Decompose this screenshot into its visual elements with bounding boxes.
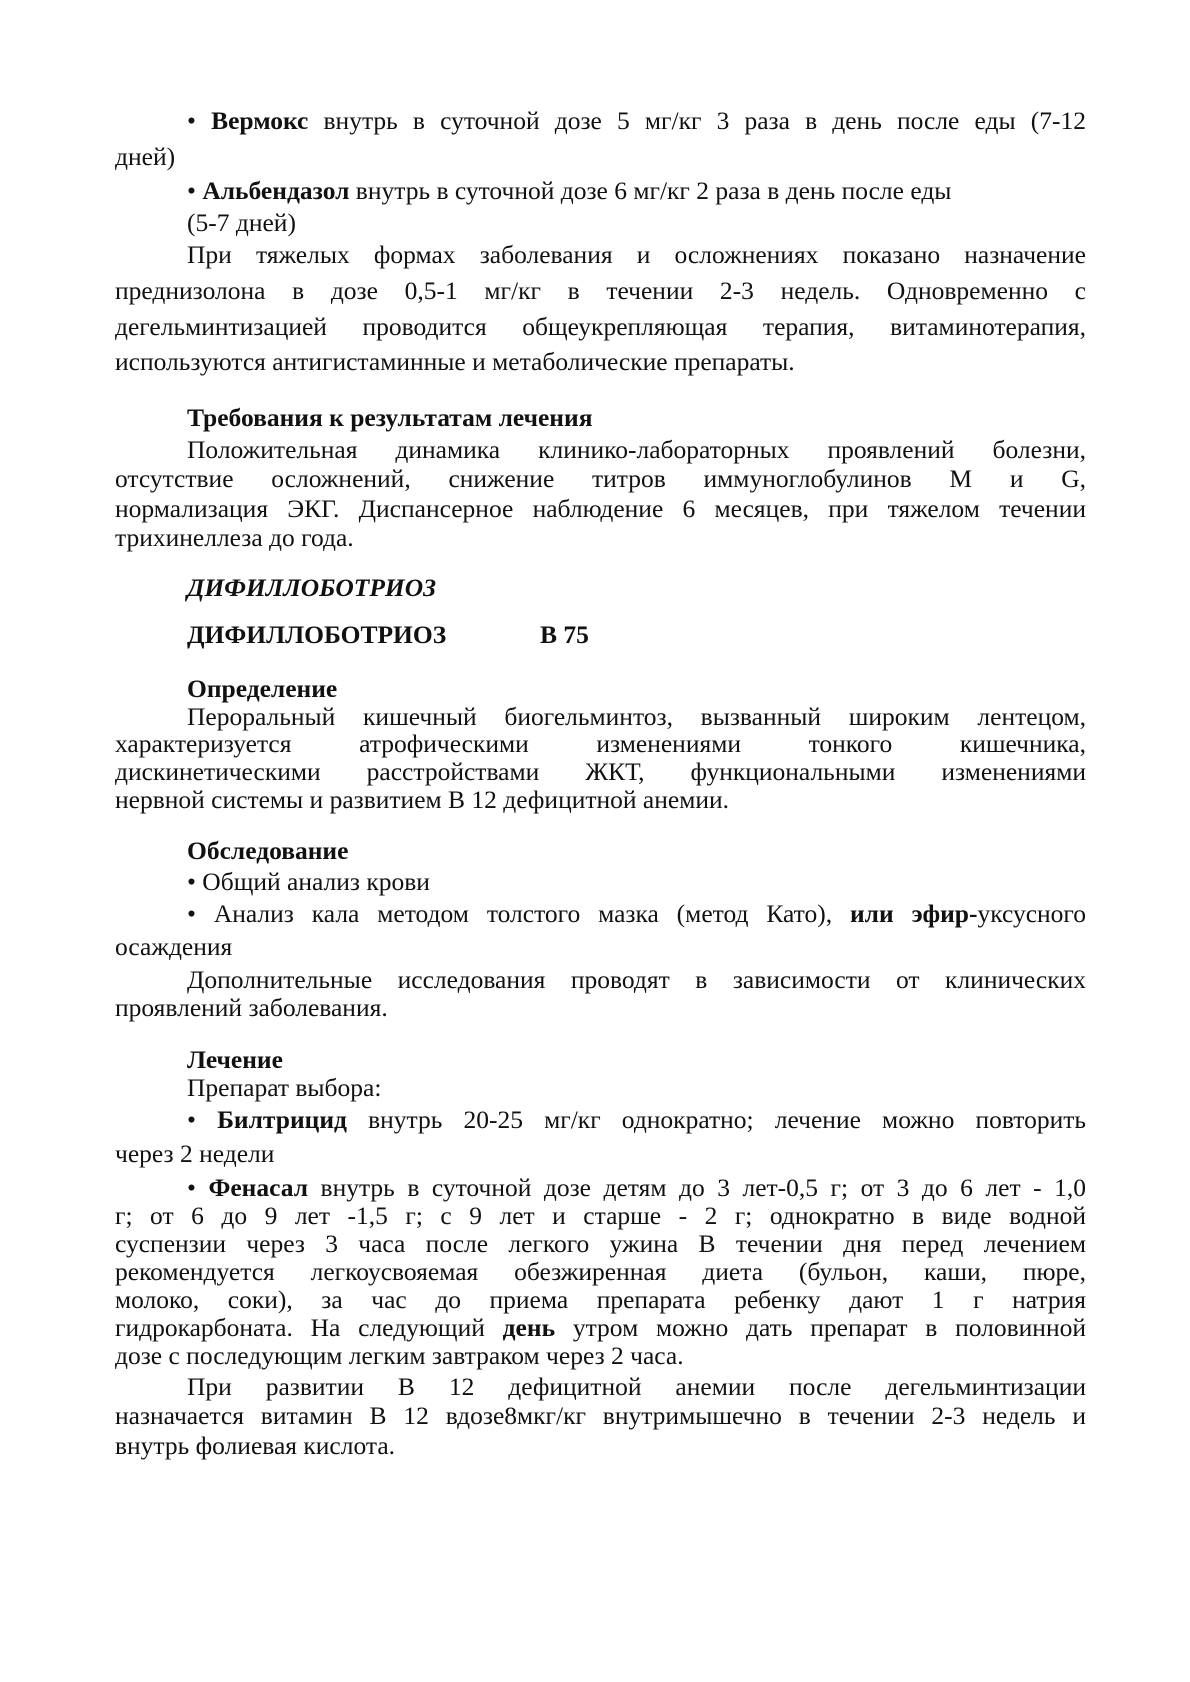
section-heading: Требования к результатам лечения	[187, 403, 593, 432]
list-item-cont: осаждения	[115, 932, 233, 961]
paragraph-line: При тяжелых формах заболевания и осложнениях показано назначение	[187, 240, 1086, 269]
paragraph-line: молоко, соки), за час до приема препарата ребенку дают 1 г натрия	[115, 1285, 1086, 1314]
drug-name: Билтрицид	[217, 1105, 347, 1134]
paragraph-line: характеризуется атрофическими изменениями тонкого кишечника,	[115, 729, 1086, 758]
dosage-text: внутрь в суточной дозе детям до 3 лет-0,5 г; от 3 до 6 лет - 1,0	[308, 1173, 1087, 1202]
paragraph-line: Препарат выбора:	[187, 1073, 382, 1102]
paragraph-line: г; от 6 до 9 лет -1,5 г; с 9 лет и старше - 2 г; однократно в виде водной	[115, 1201, 1086, 1230]
dosage-text: внутрь в суточной дозе 5 мг/кг 3 раза в день после еды (7-12	[308, 106, 1086, 135]
section-title: ДИФИЛЛОБОТРИОЗ	[187, 620, 447, 649]
paragraph-line: рекомендуется легкоусвояемая обезжиренная диета (бульон, каши, пюре,	[115, 1257, 1086, 1286]
paragraph-line: суспензии через 3 часа после легкого ужина В течении дня перед лечением	[115, 1229, 1086, 1258]
drug-name: Вермокс	[211, 106, 309, 135]
paragraph-line: трихинеллеза до года.	[115, 523, 354, 552]
vermox-line	[187, 106, 1086, 136]
dosage-text: внутрь 20-25 мг/кг однократно; лечение можно повторить	[346, 1105, 1086, 1134]
list-item: • Общий анализ крови	[187, 867, 430, 896]
paragraph-line: отсутствие осложнений, снижение титров иммуноглобулинов М и G,	[115, 464, 1086, 493]
paragraph-line: При развитии В 12 дефицитной анемии после дегельминтизации	[187, 1372, 1086, 1401]
paragraph-line: преднизолона в дозе 0,5-1 мг/кг в течении 2-3 недель. Одновременно с	[115, 276, 1086, 305]
line-text: утром можно дать препарат в половинной	[555, 1313, 1086, 1342]
bullet: •	[187, 1105, 218, 1134]
paragraph-line	[115, 1313, 1086, 1343]
bullet: •	[187, 1173, 209, 1202]
paragraph-line: Дополнительные исследования проводят в зависимости от клинических	[187, 965, 1086, 994]
paragraph-line: Пероральный кишечный биогельминтоз, вызванный широким лентецом,	[187, 702, 1086, 731]
item-bold: или эфир-	[849, 899, 978, 928]
drug-name: Фенасал	[208, 1173, 309, 1202]
drug-line-cont: через 2 недели	[115, 1139, 275, 1168]
paragraph-line: нормализация ЭКГ. Диспансерное наблюдение 6 месяцев, при тяжелом течении	[115, 494, 1086, 523]
bullet: •	[187, 176, 203, 205]
paragraph-line: Положительная динамика клинико-лабораторных проявлений болезни,	[187, 435, 1086, 464]
drug-line	[187, 1105, 1086, 1135]
paragraph-line: проявлений заболевания.	[115, 993, 388, 1022]
paragraph-line: дискинетическими расстройствами ЖКТ, функциональными изменениями	[115, 757, 1086, 786]
albendazole-cont: (5-7 дней)	[187, 208, 296, 237]
section-heading: Лечение	[187, 1045, 283, 1074]
bullet: •	[187, 106, 212, 135]
icd-code: В 75	[540, 620, 589, 649]
drug-line	[187, 1173, 1086, 1203]
item-text: • Анализ кала методом толстого мазка (метод Като),	[187, 899, 850, 928]
paragraph-line: дозе с последующим легким завтраком через 2 часа.	[115, 1341, 684, 1370]
vermox-cont: дней)	[115, 142, 176, 171]
list-item	[187, 899, 1086, 929]
drug-name: Альбендазол	[202, 176, 350, 205]
item-text: уксусного	[977, 899, 1086, 928]
section-title-italic: ДИФИЛЛОБОТРИОЗ	[187, 573, 437, 602]
paragraph-line: используются антигистаминные и метаболические препараты.	[115, 347, 795, 376]
paragraph-line: назначается витамин В 12 вдозе8мкг/кг внутримышечно в течении 2-3 недель и	[115, 1401, 1086, 1430]
section-heading: Определение	[187, 674, 338, 703]
paragraph-line: нервной системы и развитием В 12 дефицитной анемии.	[115, 785, 730, 814]
paragraph-line: внутрь фолиевая кислота.	[115, 1431, 396, 1460]
line-text: гидрокарбоната. На следующий	[115, 1313, 503, 1342]
paragraph-line: дегельминтизацией проводится общеукрепляющая терапия, витаминотерапия,	[115, 312, 1086, 341]
line-bold: день	[502, 1313, 556, 1342]
albendazole-line	[187, 176, 1086, 206]
section-heading: Обследование	[187, 836, 349, 865]
dosage-text: внутрь в суточной дозе 6 мг/кг 2 раза в день после еды	[349, 176, 952, 205]
